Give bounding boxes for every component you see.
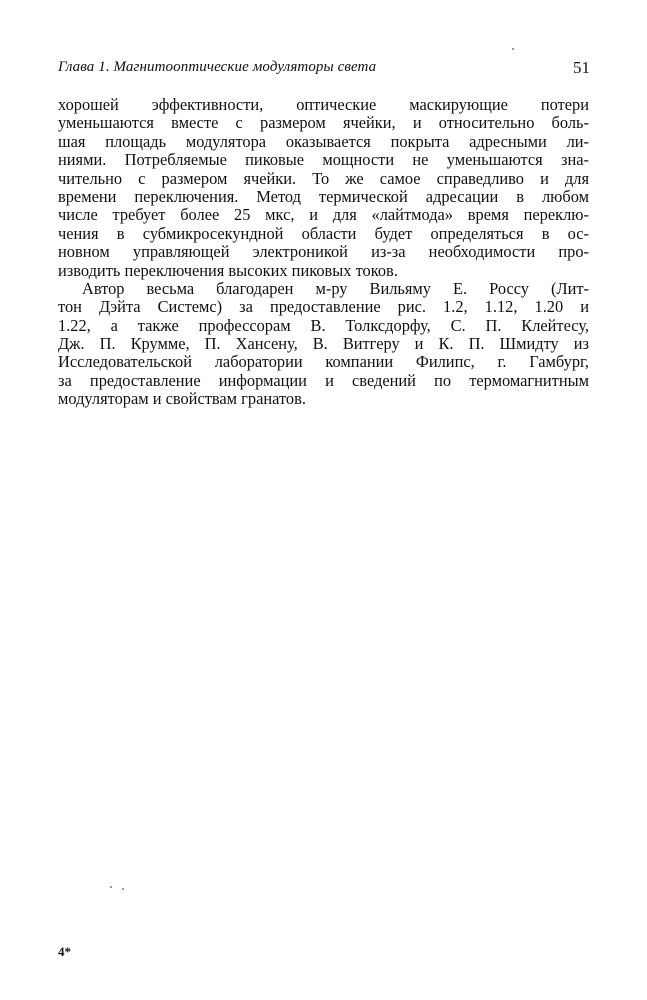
scan-speck [122,888,124,890]
text-line: тон Дэйта Системс) за предоставление рис. 1.2, 1.12, 1.20 и [58,297,589,317]
text-line: Автор весьма благодарен м-ру Вильяму Е. Россу (Лит- [82,278,589,298]
body-text [58,96,589,409]
text-line: хорошей эффективности, оптические маскирующие потери [58,95,589,114]
text-line: шая площадь модулятора оказывается покрыта адресными ли- [58,131,589,151]
text-line: времени переключения. Метод термической адресации в любом [58,186,589,206]
text-line: уменьшаются вместе с размером ячейки, и относительно боль- [58,113,589,133]
scan-speck [110,886,112,888]
signature-mark: 4* [58,944,71,959]
text-line: за предоставление информации и сведений по термомагнитным [58,370,589,390]
paragraph-2 [58,280,589,409]
running-title: Глава 1. Магнитооптические модуляторы света [58,59,377,75]
text-line: чения в субмикросекундной области будет определяться в ос- [58,223,589,243]
text-line: Исследовательской лаборатории компании Филипс, г. Гамбург, [58,352,589,372]
text-line: изводить переключения высоких пиковых токов. [58,260,398,280]
text-line: числе требует более 25 мкс, и для «лайтмода» время переклю- [58,205,589,225]
text-line: модуляторам и свойствам гранатов. [58,389,306,409]
text-line: 1.22, а также профессорам В. Толксдорфу, С. П. Клейтесу, [58,315,589,335]
text-line: новном управляющей электроникой из-за необходимости про- [58,242,589,262]
paragraph-1 [58,96,589,280]
running-head [58,59,592,83]
text-line: Дж. П. Крумме, П. Хансену, В. Витгеру и К. П. Шмидту из [58,334,589,354]
text-line: ниями. Потребляемые пиковые мощности не уменьшаются зна- [58,150,589,170]
scan-speck [512,48,514,50]
text-line: чительно с размером ячейки. То же самое справедливо и для [58,168,589,188]
page-number: 51 [573,58,590,77]
